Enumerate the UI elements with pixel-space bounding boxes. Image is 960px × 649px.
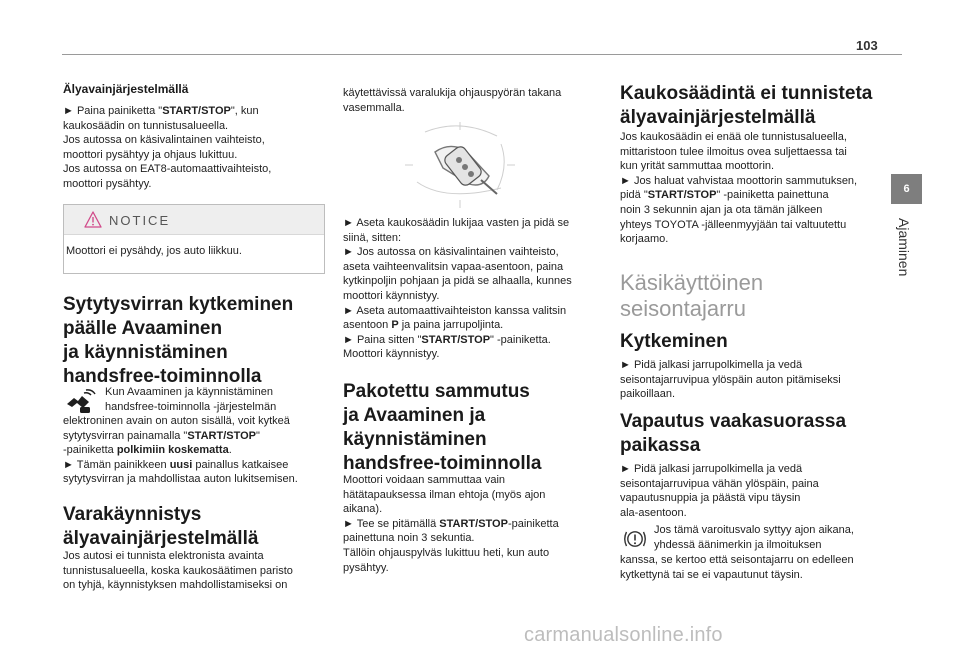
handsfree-intro-lines: Kun Avaaminen ja käynnistäminen handsfree-toiminnolla -järjestelmän [105, 386, 277, 413]
page-number: 103 [856, 38, 878, 53]
handsfree-paragraph: elektroninen avain on auton sisällä, voit kytkeä sytytysvirran painamalla "START/STOP" -painiketta polkimiin koskematta. ► Tämän painikkeen uusi painallus katkaisee sytytysvirran ja mahdollistaa auton lukitsemisen. [63, 415, 298, 486]
parking-brake-warning-icon [622, 528, 648, 550]
warning-triangle-icon [84, 211, 102, 228]
smartkey-paragraph: ► Paina painiketta "START/STOP", kun kaukosäädin on tunnistusalueella. Jos autossa on käsivalintainen vaihteisto, moottori pysähtyy ja ohjaus lukittuu. Jos autossa on EAT8-automaattivaihteisto, moottori pysähtyy. [63, 105, 272, 190]
warning-light-intro-lines: Jos tämä varoitusvalo syttyy ajon aikana, yhdessä äänimerkin ja ilmoituksen [654, 524, 854, 551]
chapter-heading-parking-brake: Käsikäyttöinen seisontajarru [620, 270, 764, 321]
notice-text: Moottori ei pysähdy, jos auto liikkuu. [66, 245, 242, 257]
heading-release-level: Vapautus vaakasuorassa paikassa [620, 411, 847, 456]
section-heading-smartkey: Älyavainjärjestelmällä [63, 82, 189, 96]
notice-box [63, 204, 325, 274]
notice-header [64, 205, 324, 235]
key-not-detected-paragraph: Jos kaukosäädin ei enää ole tunnistusalueella, mittaristoon tulee ilmoitus ovea suljettaessa tai kun yrität sammuttaa moottorin. ► Jos haluat vahvistaa moottorin sammutuksen, pidä "START/STOP" -painiketta painettuna noin 3 sekunnin ajan ja ota tämän jälkeen yhteys TOYOTA -jälleenmyyjään tai valtuutettu korjaamo. [620, 131, 858, 246]
release-paragraph: ► Pidä jalkasi jarrupolkimella ja vedä seisontajarruvipua vähän ylöspäin, paina vapautusnuppia ja päästä vipu täysin ala-asentoon. [620, 463, 819, 519]
chapter-tab-label: Ajaminen [896, 218, 912, 277]
heading-ignition-handsfree: Sytytysvirran kytkeminen päälle Avaaminen ja käynnistäminen handsfree-toiminnolla [63, 294, 294, 387]
warning-light-paragraph: kanssa, se kertoo että seisontajarru on edelleen kytkettynä tai se ei vapautunut täysin. [620, 554, 854, 581]
header-rule [62, 54, 902, 55]
forced-shutdown-paragraph: Moottori voidaan sammuttaa vain hätätapauksessa ilman ehtoja (myös ajon aikana). ► Tee se pitämällä START/STOP-painiketta painettuna noin 3 sekuntia. Tällöin ohjauspylväs lukittuu heti, kun auto pysähtyy. [343, 474, 559, 574]
key-fob-reader-illustration [405, 122, 515, 208]
handsfree-key-icon [64, 389, 98, 415]
backup-start-paragraph: Jos autosi ei tunnista elektronista avainta tunnistusalueella, koska kaukosäätimen paristo on tyhjä, käynnistyksen mahdollistamiseksi on [63, 550, 293, 592]
heading-forced-shutdown: Pakotettu sammutus ja Avaaminen ja käynnistäminen handsfree-toiminnolla [343, 381, 542, 474]
watermark: carmanualsonline.info [524, 624, 723, 646]
backup-reader-paragraph: käytettävissä varalukija ohjauspyörän takana vasemmalla. [343, 87, 562, 114]
applying-paragraph: ► Pidä jalkasi jarrupolkimella ja vedä seisontajarruvipua ylöspäin auton pitämiseksi paikoillaan. [620, 359, 841, 401]
backup-start-steps: ► Aseta kaukosäädin lukijaa vasten ja pidä se siinä, sitten: ► Jos autossa on käsivalintainen vaihteisto, aseta vaihteenvalitsin vapaa-asentoon, paina kytkinpoljin pohjaan ja pidä se alhaalla, kunnes moottori käynnistyy. ► Aseta automaattivaihteiston kanssa valitsin asentoon P ja paina jarrupoljinta. ► Paina sitten "START/STOP" -painiketta. Moottori käynnistyy. [343, 217, 572, 361]
heading-key-not-detected: Kaukosäädintä ei tunnisteta älyavainjärjestelmällä [620, 83, 873, 128]
heading-backup-start: Varakäynnistys älyavainjärjestelmällä [63, 504, 259, 549]
notice-label: NOTICE [109, 213, 171, 228]
heading-applying: Kytkeminen [620, 331, 728, 352]
chapter-tab-number[interactable]: 6 [891, 174, 922, 204]
